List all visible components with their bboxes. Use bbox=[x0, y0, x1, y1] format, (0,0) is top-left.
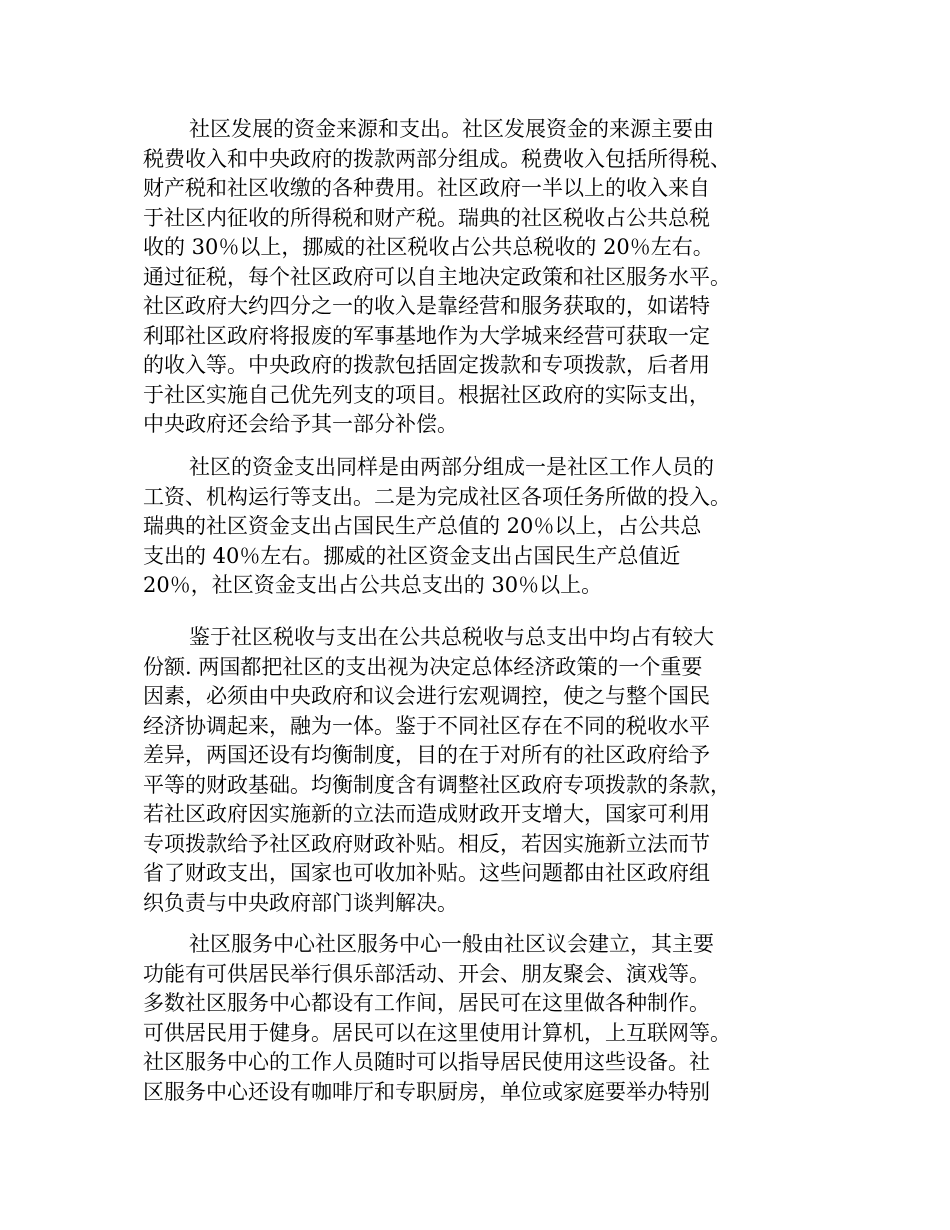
text-line: 功能有可供居民举行俱乐部活动、开会、朋友聚会、演戏等。 bbox=[143, 961, 710, 986]
text-line: 份额. 两国都把社区的支出视为决定总体经济政策的一个重要 bbox=[143, 654, 703, 679]
paragraph-service-center bbox=[143, 930, 823, 1107]
text-line: 工资、机构运行等支出。二是为完成社区各项任务所做的投入。 bbox=[143, 484, 731, 509]
text-line: 专项拨款给予社区政府财政补贴。相反，若因实施新立法而节 bbox=[143, 831, 710, 856]
text-line: 鉴于社区税收与支出在公共总税收与总支出中均占有较大 bbox=[189, 625, 714, 649]
text-line: 瑞典的社区资金支出占国民生产总值的 20％以上，占公共总 bbox=[143, 514, 702, 538]
paragraph-funding-expenditure bbox=[143, 453, 823, 601]
text-line: 社区服务中心社区服务中心一般由社区议会建立，其主要 bbox=[189, 932, 714, 956]
text-line: 收的 30％以上，挪威的社区税收占公共总税收的 20％左右。 bbox=[143, 235, 714, 259]
text-line: 若社区政府因实施新的立法而造成财政开支增大，国家可利用 bbox=[143, 802, 710, 826]
text-line: 20％，社区资金支出占公共总支出的 30％以上。 bbox=[143, 573, 603, 597]
text-line: 通过征税，每个社区政府可以自主地决定政策和社区服务水平。 bbox=[143, 264, 731, 289]
text-line: 平等的财政基础。均衡制度含有调整社区政府专项拨款的条款， bbox=[143, 772, 731, 797]
paragraph-funding-sources bbox=[143, 115, 823, 440]
text-line: 税费收入和中央政府的拨款两部分组成。税费收入包括所得税、 bbox=[143, 146, 731, 171]
text-line: 的收入等。中央政府的拨款包括固定拨款和专项拨款，后者用 bbox=[143, 353, 710, 377]
text-line: 社区的资金支出同样是由两部分组成一是社区工作人员的 bbox=[189, 455, 714, 479]
text-line: 于社区实施自己优先列支的项目。根据社区政府的实际支出， bbox=[143, 382, 710, 407]
text-line: 社区政府大约四分之一的收入是靠经营和服务获取的，如诺特 bbox=[143, 294, 710, 318]
text-line: 织负责与中央政府部门谈判解决。 bbox=[143, 890, 458, 915]
paragraph-equalization-system bbox=[143, 623, 823, 918]
text-line: 可供居民用于健身。居民可以在这里使用计算机，上互联网等。 bbox=[143, 1020, 731, 1045]
text-line: 因素，必须由中央政府和议会进行宏观调控，使之与整个国民 bbox=[143, 684, 710, 708]
text-line: 社区发展的资金来源和支出。社区发展资金的来源主要由 bbox=[189, 117, 714, 141]
text-line: 多数社区服务中心都设有工作间，居民可在这里做各种制作。 bbox=[143, 991, 710, 1015]
text-line: 财产税和社区收缴的各种费用。社区政府一半以上的收入来自 bbox=[143, 176, 710, 200]
text-line: 支出的 40％左右。挪威的社区资金支出占国民生产总值近 bbox=[143, 543, 681, 568]
text-line: 社区服务中心的工作人员随时可以指导居民使用这些设备。社 bbox=[143, 1050, 710, 1074]
text-line: 利耶社区政府将报废的军事基地作为大学城来经营可获取一定 bbox=[143, 323, 710, 348]
text-line: 区服务中心还设有咖啡厅和专职厨房，单位或家庭要举办特别 bbox=[143, 1079, 710, 1104]
text-line: 经济协调起来，融为一体。鉴于不同社区存在不同的税收水平 bbox=[143, 713, 710, 738]
text-line: 中央政府还会给予其一部分补偿。 bbox=[143, 412, 458, 436]
text-line: 省了财政支出，国家也可收加补贴。这些问题都由社区政府组 bbox=[143, 861, 710, 885]
text-line: 于社区内征收的所得税和财产税。瑞典的社区税收占公共总税 bbox=[143, 205, 710, 230]
text-line: 差异，两国还设有均衡制度，目的在于对所有的社区政府给予 bbox=[143, 743, 710, 767]
